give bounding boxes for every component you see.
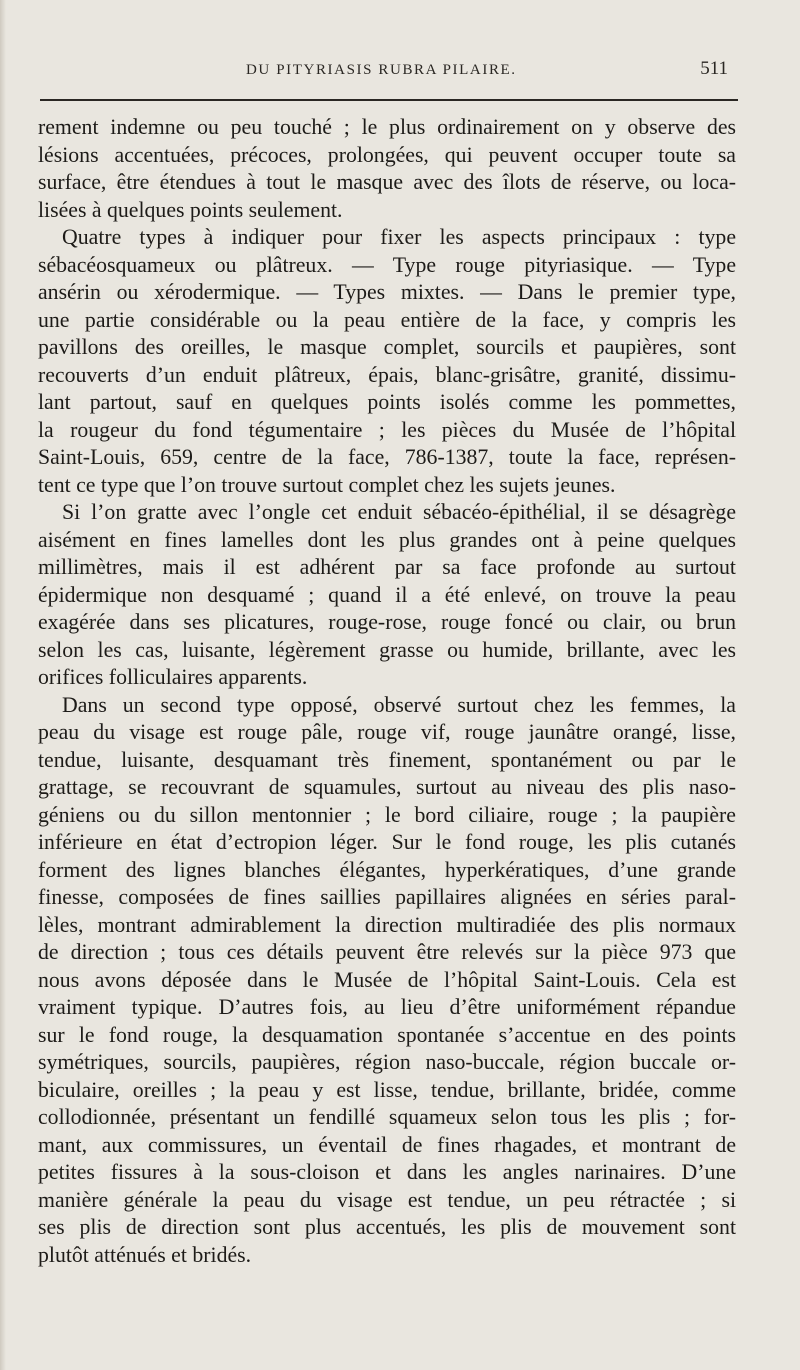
header-rule — [40, 99, 738, 101]
paragraph — [38, 224, 736, 499]
text-line: épidermique non desquamé ; quand il a été enlevé, on trouve la peau — [38, 582, 736, 607]
text-line: lant partout, sauf en quelques points isolés comme les pommettes, — [38, 390, 736, 414]
paragraph — [38, 692, 736, 1270]
text-line: tent ce type que l’on trouve surtout complet chez les sujets jeunes. — [38, 472, 616, 497]
body-text — [38, 114, 736, 1269]
text-line: exagérée dans ses plicatures, rouge-rose, rouge foncé ou clair, ou brun — [38, 610, 736, 634]
text-line: Si l’on gratte avec l’ongle cet enduit sébacéo-épithélial, il se désagrège — [62, 500, 736, 524]
text-line: manière générale la peau du visage est tendue, un peu rétractée ; si — [38, 1187, 736, 1212]
text-line: inférieure en état d’ectropion léger. Sur le fond rouge, les plis cutanés — [38, 830, 736, 854]
text-line: millimètres, mais il est adhérent par sa face profonde au surtout — [38, 555, 736, 579]
text-line: forment des lignes blanches élégantes, hyperkératiques, d’une grande — [38, 857, 736, 882]
text-line: aisément en fines lamelles dont les plus grandes ont à peine quelques — [38, 527, 736, 552]
text-line: lésions accentuées, précoces, prolongées, qui peuvent occuper toute sa — [38, 142, 736, 167]
text-line: grattage, se recouvrant de squamules, surtout au niveau des plis naso- — [38, 775, 736, 799]
text-line: peau du visage est rouge pâle, rouge vif, rouge jaunâtre orangé, lisse, — [38, 720, 736, 744]
text-line: finesse, composées de fines saillies papillaires alignées en séries paral- — [38, 885, 736, 909]
text-line: recouverts d’un enduit plâtreux, épais, blanc-grisâtre, granité, dissimu- — [38, 362, 736, 387]
text-line: selon les cas, luisante, légèrement grasse ou humide, brillante, avec les — [38, 637, 736, 662]
text-line: plutôt atténués et bridés. — [38, 1242, 252, 1267]
text-line: lèles, montrant admirablement la direction multiradiée des plis normaux — [38, 912, 736, 937]
page-edge-shadow — [0, 0, 6, 1370]
text-line: mant, aux commissures, un éventail de fines rhagades, et montrant de — [38, 1132, 736, 1157]
text-line: une partie considérable ou la peau entière de la face, y compris les — [38, 307, 736, 332]
text-line: Dans un second type opposé, observé surtout chez les femmes, la — [62, 692, 736, 717]
text-line: pavillons des oreilles, le masque complet, sourcils et paupières, sont — [38, 335, 736, 359]
paragraph — [38, 499, 736, 692]
text-line: petites fissures à la sous-cloison et dans les angles narinaires. D’une — [38, 1160, 736, 1184]
paragraph — [38, 114, 736, 224]
text-line: rement indemne ou peu touché ; le plus ordinairement on y observe des — [38, 115, 736, 139]
text-line: sur le fond rouge, la desquamation spontanée s’accentue en des points — [38, 1022, 736, 1047]
text-line: symétriques, sourcils, paupières, région naso-buccale, région buccale or- — [38, 1050, 736, 1074]
text-line: vraiment typique. D’autres fois, au lieu d’être uniformément répandue — [38, 995, 736, 1019]
text-line: orifices folliculaires apparents. — [38, 665, 308, 689]
text-line: biculaire, oreilles ; la peau y est lisse, tendue, brillante, bridée, comme — [38, 1077, 736, 1102]
text-line: ses plis de direction sont plus accentués, les plis de mouvement sont — [38, 1215, 736, 1239]
text-line: surface, être étendues à tout le masque avec des îlots de réserve, ou loca- — [38, 170, 736, 194]
text-line: de direction ; tous ces détails peuvent être relevés sur la pièce 973 que — [38, 940, 736, 964]
text-line: Saint-Louis, 659, centre de la face, 786-1387, toute la face, représen- — [38, 445, 736, 469]
text-line: lisées à quelques points seulement. — [38, 197, 343, 222]
text-line: collodionnée, présentant un fendillé squameux selon tous les plis ; for- — [38, 1105, 736, 1129]
running-title: DU PITYRIASIS RUBRA PILAIRE. — [246, 62, 517, 78]
page-number: 511 — [700, 58, 728, 79]
text-line: ansérin ou xérodermique. — Types mixtes. — Dans le premier type, — [38, 280, 736, 304]
text-line: tendue, luisante, desquamant très finement, spontanément ou par le — [38, 747, 736, 772]
text-line: Quatre types à indiquer pour fixer les aspects principaux : type — [62, 225, 736, 249]
text-line: géniens ou du sillon mentonnier ; le bord ciliaire, rouge ; la paupière — [38, 802, 736, 827]
text-line: nous avons déposée dans le Musée de l’hôpital Saint-Louis. Cela est — [38, 967, 736, 992]
text-line: sébacéosquameux ou plâtreux. — Type rouge pityriasique. — Type — [38, 252, 736, 277]
text-line: la rougeur du fond tégumentaire ; les pièces du Musée de l’hôpital — [38, 417, 736, 442]
